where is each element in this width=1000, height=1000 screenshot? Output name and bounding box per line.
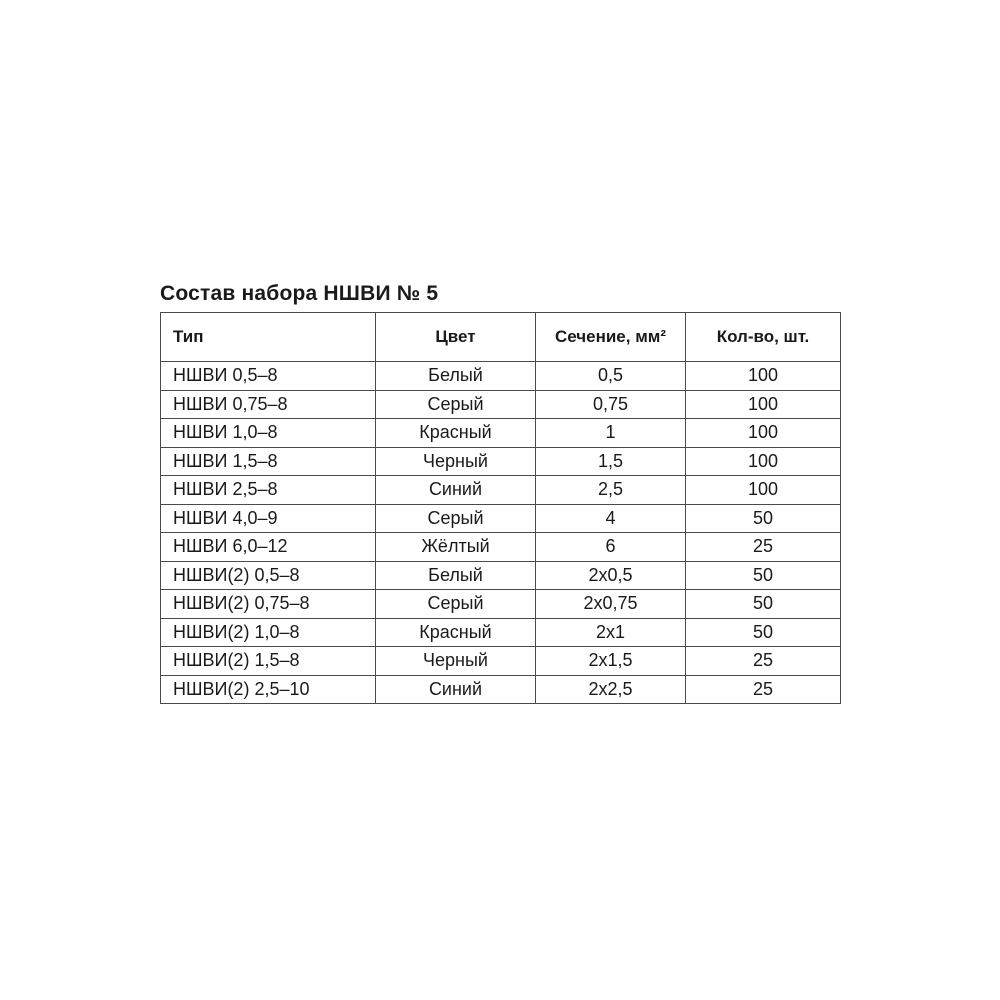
cell-color: Синий xyxy=(376,675,536,704)
table-title: Состав набора НШВИ № 5 xyxy=(160,282,439,305)
cell-color: Серый xyxy=(376,504,536,533)
cell-section: 2x1,5 xyxy=(536,647,686,676)
cell-color: Синий xyxy=(376,476,536,505)
cell-section: 6 xyxy=(536,533,686,562)
table-row xyxy=(161,561,841,590)
table-row xyxy=(161,390,841,419)
cell-qty: 50 xyxy=(686,618,841,647)
cell-type: НШВИ(2) 1,5–8 xyxy=(161,647,376,676)
cell-color: Красный xyxy=(376,419,536,448)
cell-qty: 50 xyxy=(686,504,841,533)
cell-type: НШВИ 6,0–12 xyxy=(161,533,376,562)
cell-qty: 100 xyxy=(686,390,841,419)
table-row xyxy=(161,476,841,505)
cell-section: 2x2,5 xyxy=(536,675,686,704)
cell-section: 1 xyxy=(536,419,686,448)
table-row xyxy=(161,618,841,647)
cell-type: НШВИ 0,75–8 xyxy=(161,390,376,419)
cell-color: Жёлтый xyxy=(376,533,536,562)
cell-section: 2,5 xyxy=(536,476,686,505)
cell-qty: 100 xyxy=(686,362,841,391)
cell-color: Серый xyxy=(376,390,536,419)
table-row xyxy=(161,675,841,704)
cell-qty: 25 xyxy=(686,675,841,704)
header-qty: Кол-во, шт. xyxy=(686,313,841,362)
cell-section: 2x0,75 xyxy=(536,590,686,619)
cell-type: НШВИ 2,5–8 xyxy=(161,476,376,505)
cell-section: 2x0,5 xyxy=(536,561,686,590)
cell-qty: 25 xyxy=(686,647,841,676)
cell-section: 2x1 xyxy=(536,618,686,647)
table-row xyxy=(161,533,841,562)
header-color: Цвет xyxy=(376,313,536,362)
cell-type: НШВИ 1,0–8 xyxy=(161,419,376,448)
cell-section: 1,5 xyxy=(536,447,686,476)
cell-type: НШВИ 4,0–9 xyxy=(161,504,376,533)
kit-composition-table xyxy=(160,312,841,704)
header-row xyxy=(161,313,841,362)
table-row xyxy=(161,647,841,676)
cell-type: НШВИ 0,5–8 xyxy=(161,362,376,391)
cell-qty: 100 xyxy=(686,419,841,448)
cell-type: НШВИ(2) 0,75–8 xyxy=(161,590,376,619)
cell-qty: 50 xyxy=(686,590,841,619)
table-row xyxy=(161,590,841,619)
cell-type: НШВИ(2) 2,5–10 xyxy=(161,675,376,704)
cell-qty: 100 xyxy=(686,447,841,476)
cell-section: 0,75 xyxy=(536,390,686,419)
table-row xyxy=(161,419,841,448)
cell-color: Черный xyxy=(376,647,536,676)
table-row xyxy=(161,447,841,476)
header-section: Сечение, мм² xyxy=(536,313,686,362)
cell-color: Черный xyxy=(376,447,536,476)
cell-type: НШВИ 1,5–8 xyxy=(161,447,376,476)
table-row xyxy=(161,504,841,533)
cell-section: 0,5 xyxy=(536,362,686,391)
table-row xyxy=(161,362,841,391)
cell-color: Белый xyxy=(376,561,536,590)
cell-color: Белый xyxy=(376,362,536,391)
cell-color: Серый xyxy=(376,590,536,619)
cell-qty: 50 xyxy=(686,561,841,590)
cell-color: Красный xyxy=(376,618,536,647)
header-type: Тип xyxy=(161,313,376,362)
cell-type: НШВИ(2) 1,0–8 xyxy=(161,618,376,647)
cell-qty: 25 xyxy=(686,533,841,562)
cell-section: 4 xyxy=(536,504,686,533)
cell-type: НШВИ(2) 0,5–8 xyxy=(161,561,376,590)
cell-qty: 100 xyxy=(686,476,841,505)
